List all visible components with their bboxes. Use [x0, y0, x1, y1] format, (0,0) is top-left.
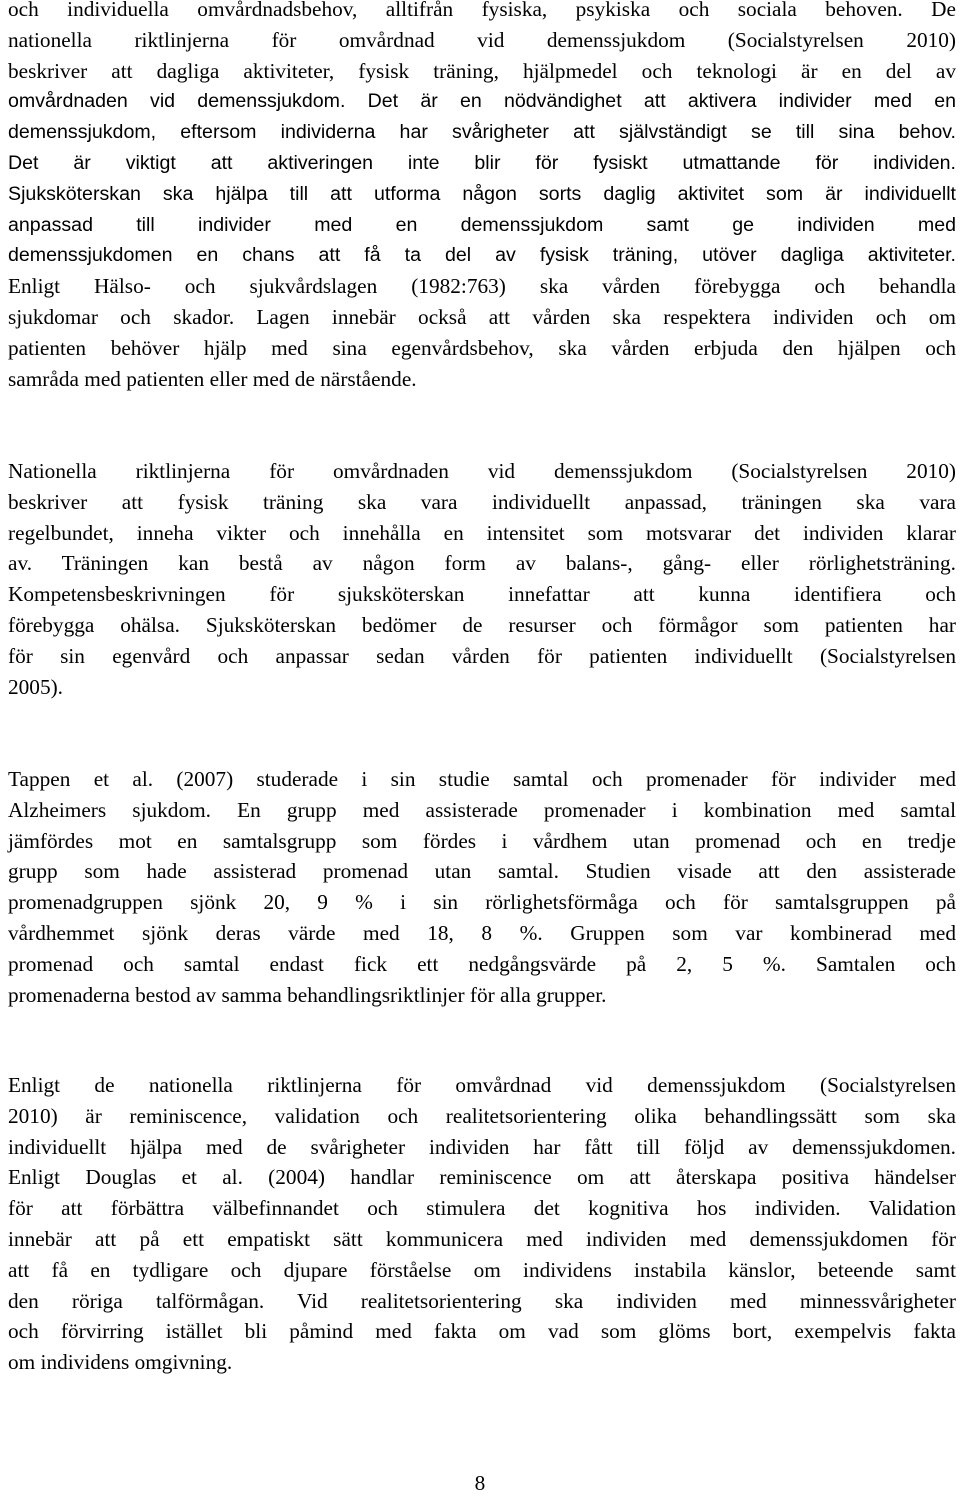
text-line: Nationella riktlinjerna för omvårdnaden vid demenssjukdom (Socialstyrelsen 2010) [8, 459, 956, 483]
text-line: Tappen et al. (2007) studerade i sin studie samtal och promenader för individer med [8, 767, 956, 791]
text-line: Enligt Douglas et al. (2004) handlar reminiscence om att återskapa positiva händelser [8, 1165, 956, 1190]
text-line: och individuella omvårdnadsbehov, alltifrån fysiska, psykiska och sociala behoven. De [8, 0, 956, 21]
text-line: om individens omgivning. [8, 1350, 233, 1375]
text-line: regelbundet, inneha vikter och innehålla en intensitet som motsvarar det individen klarar [8, 520, 956, 545]
text-line: 2005). [8, 674, 64, 699]
text-line: Alzheimers sjukdom. En grupp med assisterade promenader i kombination med samtal [8, 797, 956, 822]
text-line: av. Träningen kan bestå av någon form av balans-, gång- eller rörlighetsträning. [8, 551, 956, 576]
page-number: 8 [474, 1471, 486, 1495]
text-line: innebär att på ett empatiskt sätt kommunicera med individen med demenssjukdomen för [8, 1226, 956, 1251]
text-line: individuellt hjälpa med de svårigheter individen har fått till följd av demenssjukdomen. [8, 1134, 956, 1159]
paragraph-3 [8, 764, 956, 1010]
text-line: demenssjukdom, eftersom individerna har svårigheter att självständigt se till sina behov. [8, 121, 956, 144]
paragraph-1 [8, 0, 956, 394]
text-line: Sjuksköterskan ska hjälpa till att utforma någon sorts daglig aktivitet som är individuellt [8, 182, 956, 205]
text-line: patienten behöver hjälp med sina egenvårdsbehov, ska vården erbjuda den hjälpen och [8, 335, 956, 360]
text-line: Det är viktigt att aktiveringen inte blir för fysiskt utmattande för individen. [8, 151, 956, 174]
text-line: jämfördes mot en samtalsgrupp som fördes i vårdhem utan promenad och en tredje [8, 828, 956, 853]
text-line: nationella riktlinjerna för omvårdnad vid demenssjukdom (Socialstyrelsen 2010) [8, 27, 956, 52]
text-line: för att förbättra välbefinnandet och stimulera det kognitiva hos individen. Validation [8, 1196, 956, 1221]
paragraph-2 [8, 456, 956, 702]
text-line: promenadgruppen sjönk 20, 9 % i sin rörlighetsförmåga och för samtalsgruppen på [8, 890, 956, 915]
text-line: och förvirring istället bli påmind med fakta om vad som glöms bort, exempelvis fakta [8, 1319, 956, 1344]
text-line: demenssjukdomen en chans att få ta del av fysisk träning, utöver dagliga aktiviteter. [8, 244, 956, 267]
text-line: samråda med patienten eller med de närstående. [8, 366, 417, 391]
text-line: promenaderna bestod av samma behandlingsriktlinjer för alla grupper. [8, 982, 607, 1007]
text-line: sjukdomar och skador. Lagen innebär också att vården ska respektera individen och om [8, 304, 956, 329]
text-line: vårdhemmet sjönk deras värde med 18, 8 %. Gruppen som var kombinerad med [8, 920, 956, 945]
text-line: omvårdnaden vid demenssjukdom. Det är en nödvändighet att aktivera individer med en [8, 90, 956, 113]
text-line: Enligt de nationella riktlinjerna för omvårdnad vid demenssjukdom (Socialstyrelsen [8, 1073, 956, 1097]
text-line: 2010) är reminiscence, validation och realitetsorientering olika behandlingssätt som ska [8, 1103, 956, 1128]
text-line: för sin egenvård och anpassar sedan vården för patienten individuellt (Socialstyrelsen [8, 643, 956, 668]
text-line: beskriver att fysisk träning ska vara individuellt anpassad, träningen ska vara [8, 489, 956, 514]
text-line: att få en tydligare och djupare förståelse om individens instabila känslor, beteende samt [8, 1257, 956, 1282]
text-line: promenad och samtal endast fick ett nedgångsvärde på 2, 5 %. Samtalen och [8, 951, 956, 976]
text-line: förebygga ohälsa. Sjuksköterskan bedömer de resurser och förmågor som patienten har [8, 612, 956, 637]
text-line: grupp som hade assisterad promenad utan samtal. Studien visade att den assisterade [8, 859, 956, 884]
text-line: beskriver att dagliga aktiviteter, fysisk träning, hjälpmedel och teknologi är en del av [8, 58, 956, 83]
text-line: den röriga talförmågan. Vid realitetsorientering ska individen med minnessvårigheter [8, 1288, 956, 1313]
paragraph-4 [8, 1070, 956, 1378]
text-line: anpassad till individer med en demenssjukdom samt ge individen med [8, 213, 956, 236]
text-line: Kompetensbeskrivningen för sjuksköterskan innefattar att kunna identifiera och [8, 582, 956, 607]
text-line: Enligt Hälso- och sjukvårdslagen (1982:763) ska vården förebygga och behandla [8, 274, 956, 299]
